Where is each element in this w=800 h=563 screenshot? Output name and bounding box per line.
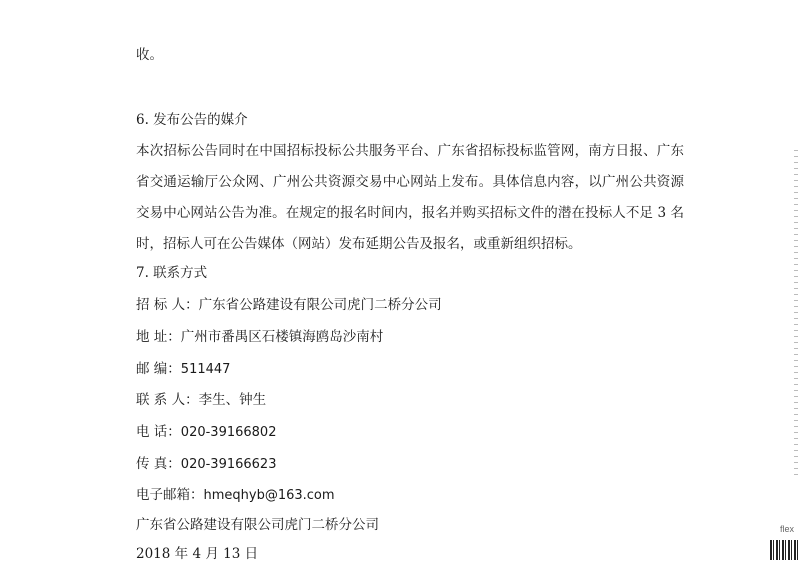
contact-row-address: [136, 328, 383, 346]
contact-row-phone: [136, 423, 276, 442]
contact-row-postcode: [136, 360, 230, 379]
tenderer-value: 广东省公路建设有限公司虎门二桥分公司: [198, 297, 442, 313]
phone-value: 020-39166802: [180, 425, 277, 440]
postcode-value: 511447: [180, 362, 231, 377]
phone-label: 电 话：: [136, 424, 181, 440]
contact-value: 李生、钟生: [198, 392, 267, 408]
fax-value: 020-39166623: [180, 457, 277, 472]
address-value: 广州市番禺区石楼镇海鸥岛沙南村: [180, 329, 384, 345]
fax-label: 传 真：: [136, 456, 181, 472]
section-6-body: 本次招标公告同时在中国招标投标公共服务平台、广东省招标投标监管网，南方日报、广东省交通运输厅公众网、广州公共资源交易中心网站上发布。具体信息内容，以广州公共资源交易中心网站公告为准。在规定的报名时间内，报名并购买招标文件的潜在投标人不足 3 名时，招标人可在公告媒体（网站）发布延期公告及报名，或重新组织招标。: [136, 143, 684, 252]
barcode-icon: [770, 540, 800, 560]
postcode-label: 邮 编：: [136, 361, 181, 377]
corner-mark: flex: [779, 524, 794, 534]
email-value: hmeqhyb@163.com: [203, 488, 335, 503]
tenderer-label: 招 标 人：: [136, 297, 199, 313]
scan-edge-marks: [794, 150, 798, 480]
address-label: 地 址：: [136, 329, 181, 345]
contact-row-person: [136, 391, 266, 409]
email-label: 电子邮箱：: [136, 487, 204, 503]
signature-date: 2018 年 4 月 13 日: [136, 546, 259, 562]
continued-text: 收。: [136, 47, 163, 63]
contact-row-tenderer: [136, 296, 442, 314]
contact-row-fax: [136, 455, 276, 474]
contact-row-email: [136, 486, 335, 505]
contact-label: 联 系 人：: [136, 392, 199, 408]
section-6-heading: 6. 发布公告的媒介: [136, 112, 248, 128]
section-7-heading: 7. 联系方式: [136, 265, 208, 281]
signature-company: 广东省公路建设有限公司虎门二桥分公司: [136, 517, 379, 533]
